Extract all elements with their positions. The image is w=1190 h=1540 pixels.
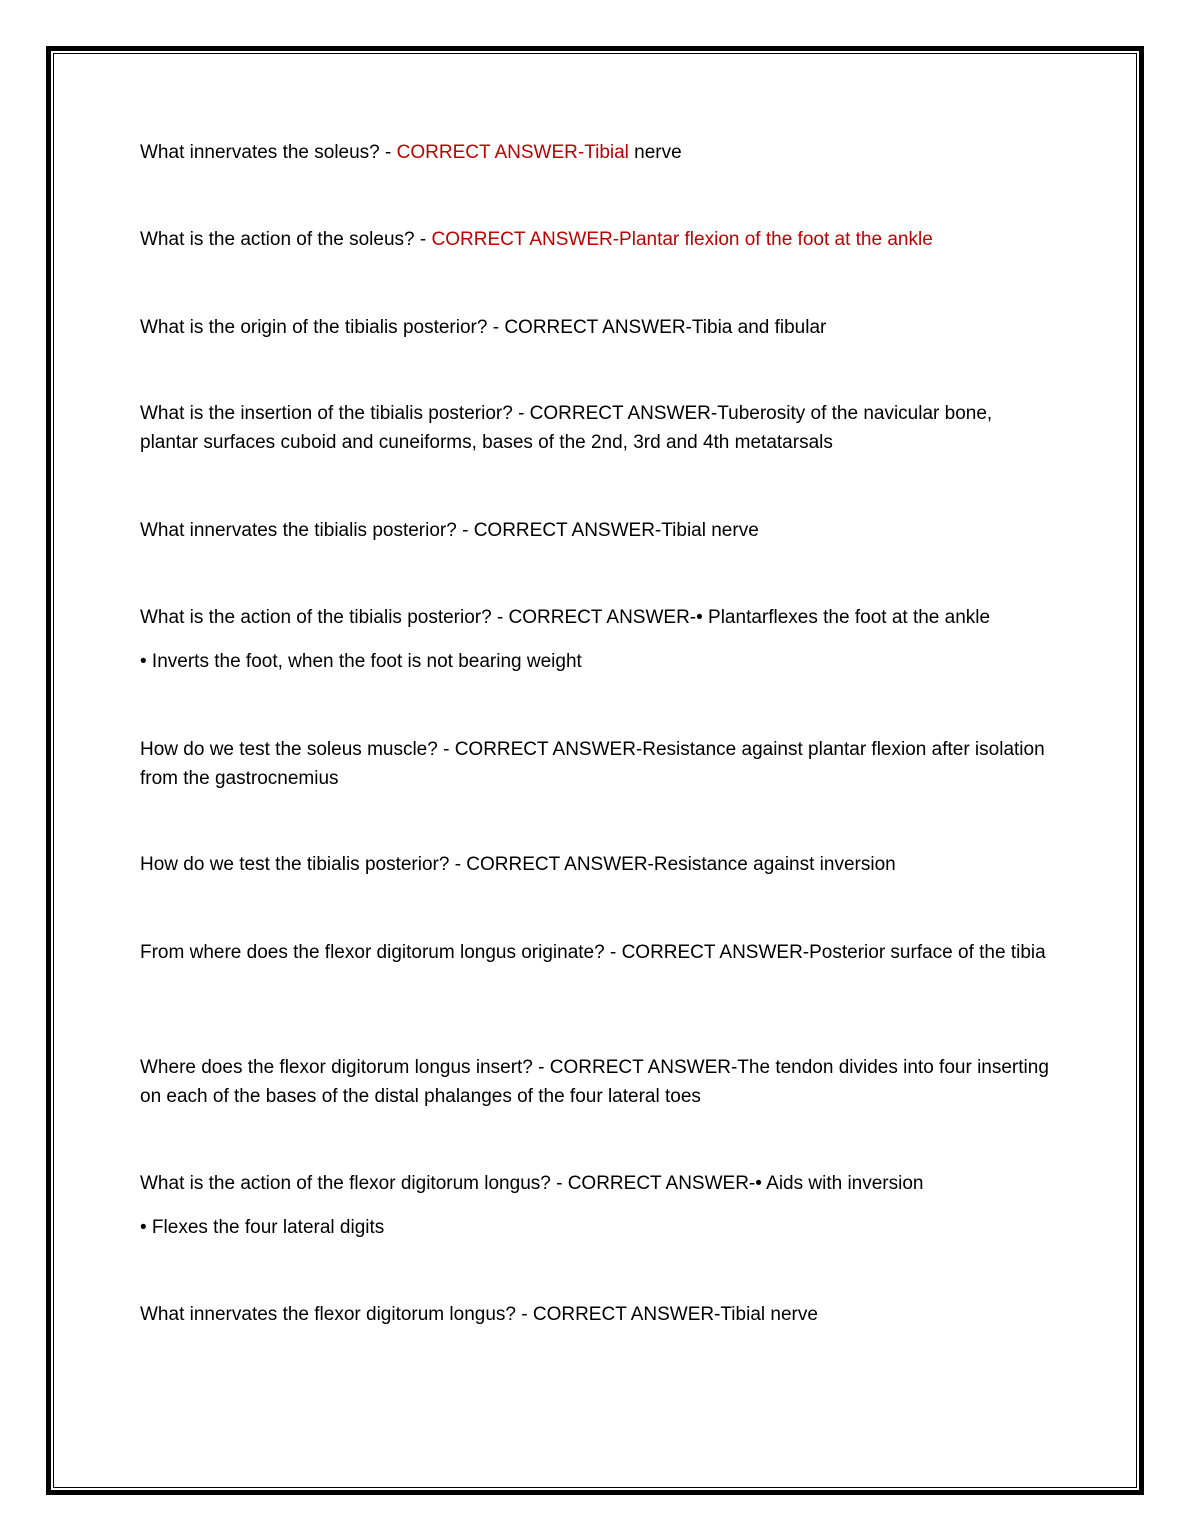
qa-item: Where does the flexor digitorum longus insert? - CORRECT ANSWER-The tendon divides into four inserting on each of the bases of the distal phalanges of the four lateral toes — [140, 1057, 1049, 1107]
qa-item — [140, 226, 1055, 255]
answer-highlight: CORRECT ANSWER-Plantar flexion of the foot at the ankle — [431, 229, 933, 250]
qa-item-bullet: • Inverts the foot, when the foot is not bearing weight — [140, 651, 582, 672]
question-text: What is the action of the soleus? - — [140, 229, 432, 250]
qa-item: What innervates the tibialis posterior? - CORRECT ANSWER-Tibial nerve — [140, 520, 759, 541]
qa-item — [140, 139, 1055, 168]
answer-highlight: CORRECT ANSWER-Tibial — [396, 142, 629, 163]
qa-item: What is the insertion of the tibialis posterior? - CORRECT ANSWER-Tuberosity of the navicular bone, plantar surfaces cuboid and cuneiforms, bases of the 2nd, 3rd and 4th metatarsals — [140, 403, 993, 453]
qa-item: What is the origin of the tibialis posterior? - CORRECT ANSWER-Tibia and fibular — [140, 317, 827, 338]
qa-item: What is the action of the tibialis posterior? - CORRECT ANSWER-• Plantarflexes the foot at the ankle — [140, 607, 991, 628]
qa-item: How do we test the soleus muscle? - CORRECT ANSWER-Resistance against plantar flexion after isolation from the gastrocnemius — [140, 739, 1045, 789]
qa-item: What is the action of the flexor digitorum longus? - CORRECT ANSWER-• Aids with inversion — [140, 1173, 924, 1194]
qa-item: What innervates the flexor digitorum longus? - CORRECT ANSWER-Tibial nerve — [140, 1304, 818, 1325]
qa-item-bullet: • Flexes the four lateral digits — [140, 1217, 385, 1238]
qa-item: How do we test the tibialis posterior? - CORRECT ANSWER-Resistance against inversion — [140, 854, 896, 875]
question-text: What innervates the soleus? - — [140, 142, 397, 163]
answer-text: nerve — [628, 142, 682, 163]
qa-item: From where does the flexor digitorum longus originate? - CORRECT ANSWER-Posterior surface of the tibia — [140, 942, 1046, 963]
